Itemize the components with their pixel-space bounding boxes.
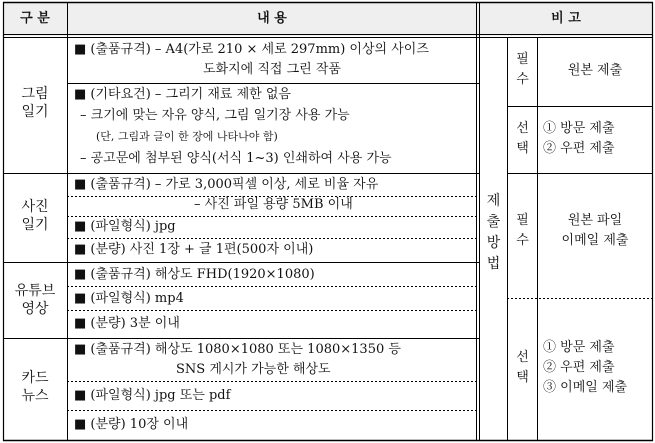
optional-a-value-2: ② 우편 제출 — [543, 141, 615, 156]
header-remarks: 비 고 — [551, 11, 581, 26]
drawing-other: ■ (기타요건) – 그리기 재료 제한 없음 — [74, 87, 291, 102]
optional-b-char-2: 택 — [516, 370, 529, 385]
method-char-3: 방 — [486, 235, 501, 251]
youtube-label-2: 영상 — [21, 301, 49, 317]
required-a-value: 원본 제출 — [567, 63, 623, 78]
photo-amount: ■ (분량) 사진 1장 + 글 1편(500자 이내) — [74, 242, 314, 257]
optional-b-value-1: ① 방문 제출 — [543, 340, 615, 355]
required-b-value-1: 원본 파일 — [567, 213, 623, 228]
method-char-4: 법 — [486, 256, 501, 272]
photo-label-2: 일기 — [21, 217, 49, 233]
cardnews-spec-cont: SNS 게시가 가능한 해상도 — [176, 362, 331, 377]
optional-b-char-1: 선 — [516, 350, 529, 365]
optional-a-char-1: 선 — [516, 121, 529, 136]
required-a-char-2: 수 — [516, 72, 529, 87]
drawing-note: (단, 그림과 글이 한 장에 나타나야 함) — [96, 130, 278, 143]
method-char-2: 출 — [486, 214, 501, 230]
youtube-amount: ■ (분량) 3분 이내 — [74, 316, 180, 331]
cardnews-label: 카드 — [21, 370, 49, 386]
drawing-spec-cont: 도화지에 직접 그린 작품 — [203, 62, 341, 77]
cardnews-spec: ■ (출품규격) 해상도 1080×1080 또는 1080×1350 등 — [74, 342, 401, 357]
photo-spec-cont: – 사진 파일 용량 5MB 이내 — [194, 197, 353, 212]
photo-spec: ■ (출품규격) – 가로 3,000픽셀 이상, 세로 비율 자유 — [74, 177, 379, 192]
youtube-format: ■ (파일형식) mp4 — [74, 291, 184, 306]
photo-format: ■ (파일형식) jpg — [74, 219, 176, 234]
required-b-char-2: 수 — [516, 233, 529, 248]
cardnews-amount: ■ (분량) 10장 이내 — [74, 417, 189, 432]
optional-b-value-3: ③ 이메일 제출 — [543, 380, 628, 395]
cardnews-label-2: 뉴스 — [21, 388, 49, 404]
cardnews-format: ■ (파일형식) jpg 또는 pdf — [74, 388, 231, 403]
drawing-label: 그림 — [21, 86, 49, 102]
required-b-value-2: 이메일 제출 — [561, 233, 629, 248]
youtube-spec: ■ (출품규격) 해상도 FHD(1920×1080) — [74, 267, 315, 282]
youtube-label: 유튜브 — [14, 283, 56, 299]
drawing-label-2: 일기 — [21, 104, 49, 120]
header-content: 내 용 — [257, 11, 287, 26]
method-char-1: 제 — [486, 193, 501, 209]
header-category: 구 분 — [20, 11, 50, 26]
optional-b-value-2: ② 우편 제출 — [543, 360, 615, 375]
optional-a-char-2: 택 — [516, 141, 529, 156]
drawing-spec: ■ (출품규격) – A4(가로 210 × 세로 297mm) 이상의 사이즈 — [74, 42, 429, 57]
photo-label: 사진 — [21, 199, 49, 215]
drawing-template: – 공고문에 첨부된 양식(서식 1~3) 인쇄하여 사용 가능 — [80, 151, 392, 166]
drawing-free-form: – 크기에 맞는 자유 양식, 그림 일기장 사용 가능 — [80, 108, 350, 123]
required-b-char-1: 필 — [516, 213, 529, 228]
optional-a-value-1: ① 방문 제출 — [543, 121, 615, 136]
required-a-char-1: 필 — [516, 52, 529, 67]
